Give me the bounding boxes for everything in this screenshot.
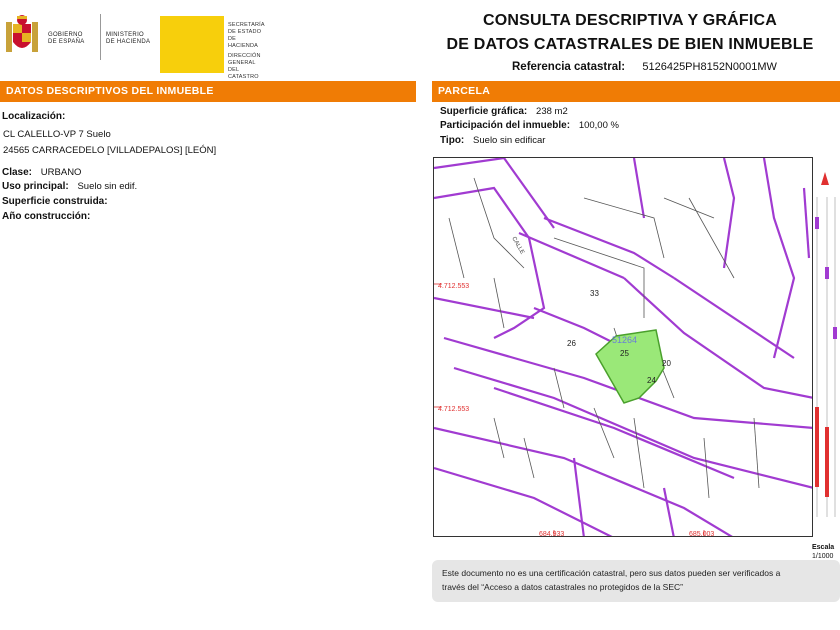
disclaimer-note xyxy=(432,560,840,602)
dept-line1: DIRECCIÓN GENERAL xyxy=(228,53,261,66)
note-line2: través del “Acceso a datos catastrales no protegidos de la SEC” xyxy=(442,582,683,592)
directorate-label xyxy=(228,53,261,81)
gov-line2: DE ESPAÑA xyxy=(48,39,85,45)
coord-x-left: 684.933 xyxy=(539,531,565,537)
map-drawing xyxy=(434,158,814,537)
note-line1: Este documento no es una certificación catastral, pero sus datos pueden ser verificados a xyxy=(442,568,781,578)
gov-line1: GOBIERNO xyxy=(48,32,83,38)
graphic-area-value: 238 m2 xyxy=(536,106,568,117)
type-value: Suelo sin edificar xyxy=(473,135,546,146)
graphic-area-field xyxy=(440,106,568,117)
built-area-label: Superficie construida: xyxy=(2,196,108,207)
legend-drawing xyxy=(813,157,840,537)
ministry-line1: MINISTERIO xyxy=(106,32,145,38)
cadastral-map xyxy=(433,157,840,537)
coord-y-top: 4.712.553 xyxy=(438,283,470,290)
location-label: Localización: xyxy=(2,111,66,122)
org-line2: DE HACIENDA xyxy=(228,36,259,49)
coord-y-bottom: 4.712.553 xyxy=(438,406,470,413)
ministry-line2: DE HACIENDA xyxy=(106,39,151,45)
parcel-number: 25 xyxy=(620,349,629,358)
parcel-bar: PARCELA xyxy=(432,81,840,102)
gov-label xyxy=(48,32,85,46)
scale-value: 1/1000 xyxy=(812,553,834,560)
location-line1: CL CALELLO-VP 7 Suelo xyxy=(3,129,111,140)
north-arrow-icon xyxy=(821,172,829,185)
participation-value: 100,00 % xyxy=(578,120,619,131)
type-field xyxy=(440,135,545,146)
type-label: Tipo: xyxy=(440,135,465,146)
label-26: 26 xyxy=(567,339,576,348)
dept-line2: DEL CATASTRO xyxy=(228,67,259,80)
cadastral-reference xyxy=(512,61,777,73)
header-logos xyxy=(0,8,265,80)
ministry-label xyxy=(106,32,150,46)
map-legend xyxy=(812,157,840,537)
page-title-line1: CONSULTA DESCRIPTIVA Y GRÁFICA xyxy=(482,12,777,29)
year-label: Año construcción: xyxy=(2,211,91,222)
descriptive-data-bar: DATOS DESCRIPTIVOS DEL INMUEBLE xyxy=(0,81,416,102)
year-field xyxy=(2,211,90,222)
label-20: 20 xyxy=(662,359,671,368)
location-line2: 24565 CARRACEDELO [VILLADEPALOS] [LEÓN] xyxy=(3,145,217,156)
label-24: 24 xyxy=(647,376,656,385)
class-field xyxy=(2,167,81,178)
org-line1: SECRETARÍA DE ESTADO xyxy=(228,22,265,35)
ref-label: Referencia catastral: xyxy=(512,61,626,73)
page-title-line2: DE DATOS CATASTRALES DE BIEN INMUEBLE xyxy=(446,36,814,53)
ref-value: 5126425PH8152N0001MW xyxy=(642,61,777,73)
use-field xyxy=(2,181,137,192)
participation-label: Participación del inmueble: xyxy=(440,120,571,131)
class-value: URBANO xyxy=(40,167,82,178)
built-area-field xyxy=(2,196,108,207)
street-label: CALLE xyxy=(510,236,525,256)
use-label: Uso principal: xyxy=(2,181,69,192)
class-label: Clase: xyxy=(2,167,33,178)
label-33: 33 xyxy=(590,289,599,298)
ministry-color-band xyxy=(160,16,224,73)
graphic-area-label: Superficie gráfica: xyxy=(440,106,528,117)
participation-field xyxy=(440,120,619,131)
coat-of-arms-icon xyxy=(0,12,44,62)
location-field xyxy=(2,111,65,122)
logo-divider xyxy=(100,14,101,60)
use-value: Suelo sin edif. xyxy=(77,181,138,192)
secretariat-label xyxy=(228,22,264,50)
scale-label: Escala xyxy=(812,544,835,551)
parcel-ref-label: 51264 xyxy=(612,335,638,345)
coord-x-right: 685.003 xyxy=(689,531,715,537)
